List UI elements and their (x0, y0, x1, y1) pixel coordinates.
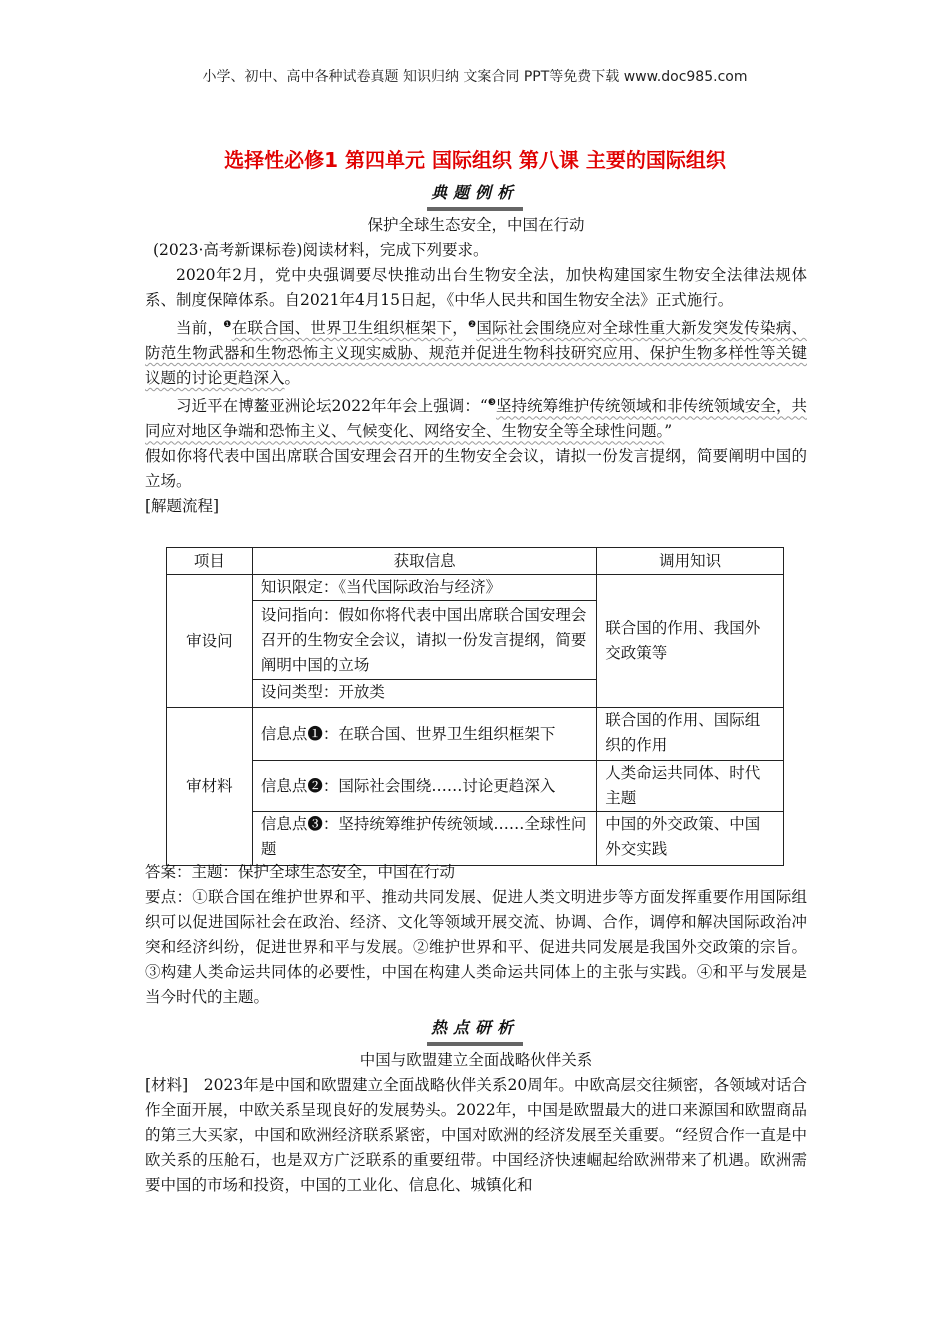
question-text: 假如你将代表中国出席联合国安理会召开的生物安全会议，请拟一份发言提纲，简要阐明中国的立场。 (145, 447, 807, 491)
text: 习近平在博鳌亚洲论坛2022年年会上强调：“ (176, 397, 488, 416)
section-title: 典题例析 (427, 180, 523, 211)
knowledge-cell: 联合国的作用、国际组织的作用 (597, 708, 784, 761)
material-paragraph (145, 391, 807, 444)
key-phrase-2: 国际社会围绕应对全球性重大新发突发传染病、防范生物武器和生物恐怖主义现实威胁、规范并促进生物科技研究应用、保护生物多样性等关键议题的讨论更趋深入 (145, 319, 807, 388)
text: ” (664, 422, 673, 441)
knowledge-cell: 人类命运共同体、时代主题 (597, 761, 784, 812)
topic-title: 保护全球生态安全，中国在行动 (367, 216, 585, 234)
table-header-row (167, 548, 784, 575)
header-cell: 项目 (167, 548, 253, 575)
topic-title: 中国与欧盟建立全面战略伙伴关系 (359, 1051, 593, 1069)
page-title: 选择性必修1 第四单元 国际组织 第八课 主要的国际组织 (224, 148, 726, 172)
section-heading-examples (0, 180, 950, 211)
info-cell: 信息点❸：坚持统筹维护传统领域……全球性问题 (252, 812, 596, 866)
table-row (167, 812, 784, 866)
info-cell: 信息点❶：在联合国、世界卫生组织框架下 (252, 708, 596, 761)
info-cell: 设问类型：开放类 (252, 680, 596, 708)
table-row (167, 575, 784, 601)
knowledge-cell: 联合国的作用、我国外交政策等 (597, 575, 784, 708)
text: 当前， (176, 319, 224, 338)
material-paragraph: 2020年2月，党中央强调要尽快推动出台生物安全法，加快构建国家生物安全法律法规体系、制度保障体系。自2021年4月15日起，《中华人民共和国生物安全法》正式施行。 (145, 266, 807, 309)
marker-2: ❷ (467, 320, 477, 330)
section-title: 热点研析 (427, 1015, 523, 1046)
text: ， (452, 319, 468, 338)
header-cell: 调用知识 (597, 548, 784, 575)
source-line: (2023·高考新课标卷)阅读材料，完成下列要求。 (153, 241, 489, 259)
material-paragraph: [材料] 2023年是中国和欧盟建立全面战略伙伴关系20周年。中欧高层交往频密，各领域对话合作全面开展，中欧关系呈现良好的发展势头。2022年，中国是欧盟最大的进口来源国和欧盟商品的第三大买家，中国和欧洲经济联系紧密，中国对欧洲的经济发展至关重要。“经贸合作一直是中欧关系的压舱石，也是双方广泛联系的重要纽带。中国经济快速崛起给欧洲带来了机遇。欧洲需要中国的市场和投资，中国的工业化、信息化、城镇化和 (145, 1076, 807, 1194)
answer-block (145, 860, 807, 1010)
header-cell: 获取信息 (252, 548, 596, 575)
key-phrase-1: 在联合国、世界卫生组织框架下 (231, 319, 453, 338)
text: 。 (284, 369, 301, 388)
info-cell: 知识限定：《当代国际政治与经济》 (252, 575, 596, 601)
example-block (145, 213, 807, 519)
hotspot-block (145, 1048, 807, 1198)
flow-label: [解题流程] (145, 497, 220, 516)
info-cell: 设问指向：假如你将代表中国出席联合国安理会召开的生物安全会议，请拟一份发言提纲，简要阐明中国的立场 (252, 601, 596, 680)
table-row (167, 761, 784, 812)
group-label: 审材料 (167, 708, 253, 866)
marker-3: ❸ (487, 398, 496, 409)
knowledge-cell: 中国的外交政策、中国外交实践 (597, 812, 784, 866)
material-paragraph (145, 313, 807, 391)
answer-theme: 答案：主题：保护全球生态安全，中国在行动 (145, 863, 456, 881)
info-cell: 信息点❷：国际社会围绕……讨论更趋深入 (252, 761, 596, 812)
answer-points: 要点：①联合国在维护世界和平、推动共同发展、促进人类文明进步等方面发挥重要作用国际组织可以促进国际社会在政治、经济、文化等领域开展交流、协调、合作，调停和解决国际政治冲突和经济纠纷，促进世界和平与发展。②维护世界和平、促进共同发展是我国外交政策的宗旨。③构建人类命运共同体的必要性，中国在构建人类命运共同体上的主张与实践。④和平与发展是当今时代的主题。 (145, 888, 807, 1006)
solution-flow-table (166, 547, 784, 866)
table-row (167, 708, 784, 761)
marker-1: ❶ (223, 320, 232, 330)
group-label: 审设问 (167, 575, 253, 708)
section-heading-hotspots (0, 1015, 950, 1046)
key-phrase-3: 坚持统筹维护传统领域和非传统领域安全，共同应对地区争端和恐怖主义、气候变化、网络安全、生物安全等全球性问题。 (145, 397, 807, 441)
page-header: 小学、初中、高中各种试卷真题 知识归纳 文案合同 PPT等免费下载 www.doc985.com (202, 69, 748, 85)
